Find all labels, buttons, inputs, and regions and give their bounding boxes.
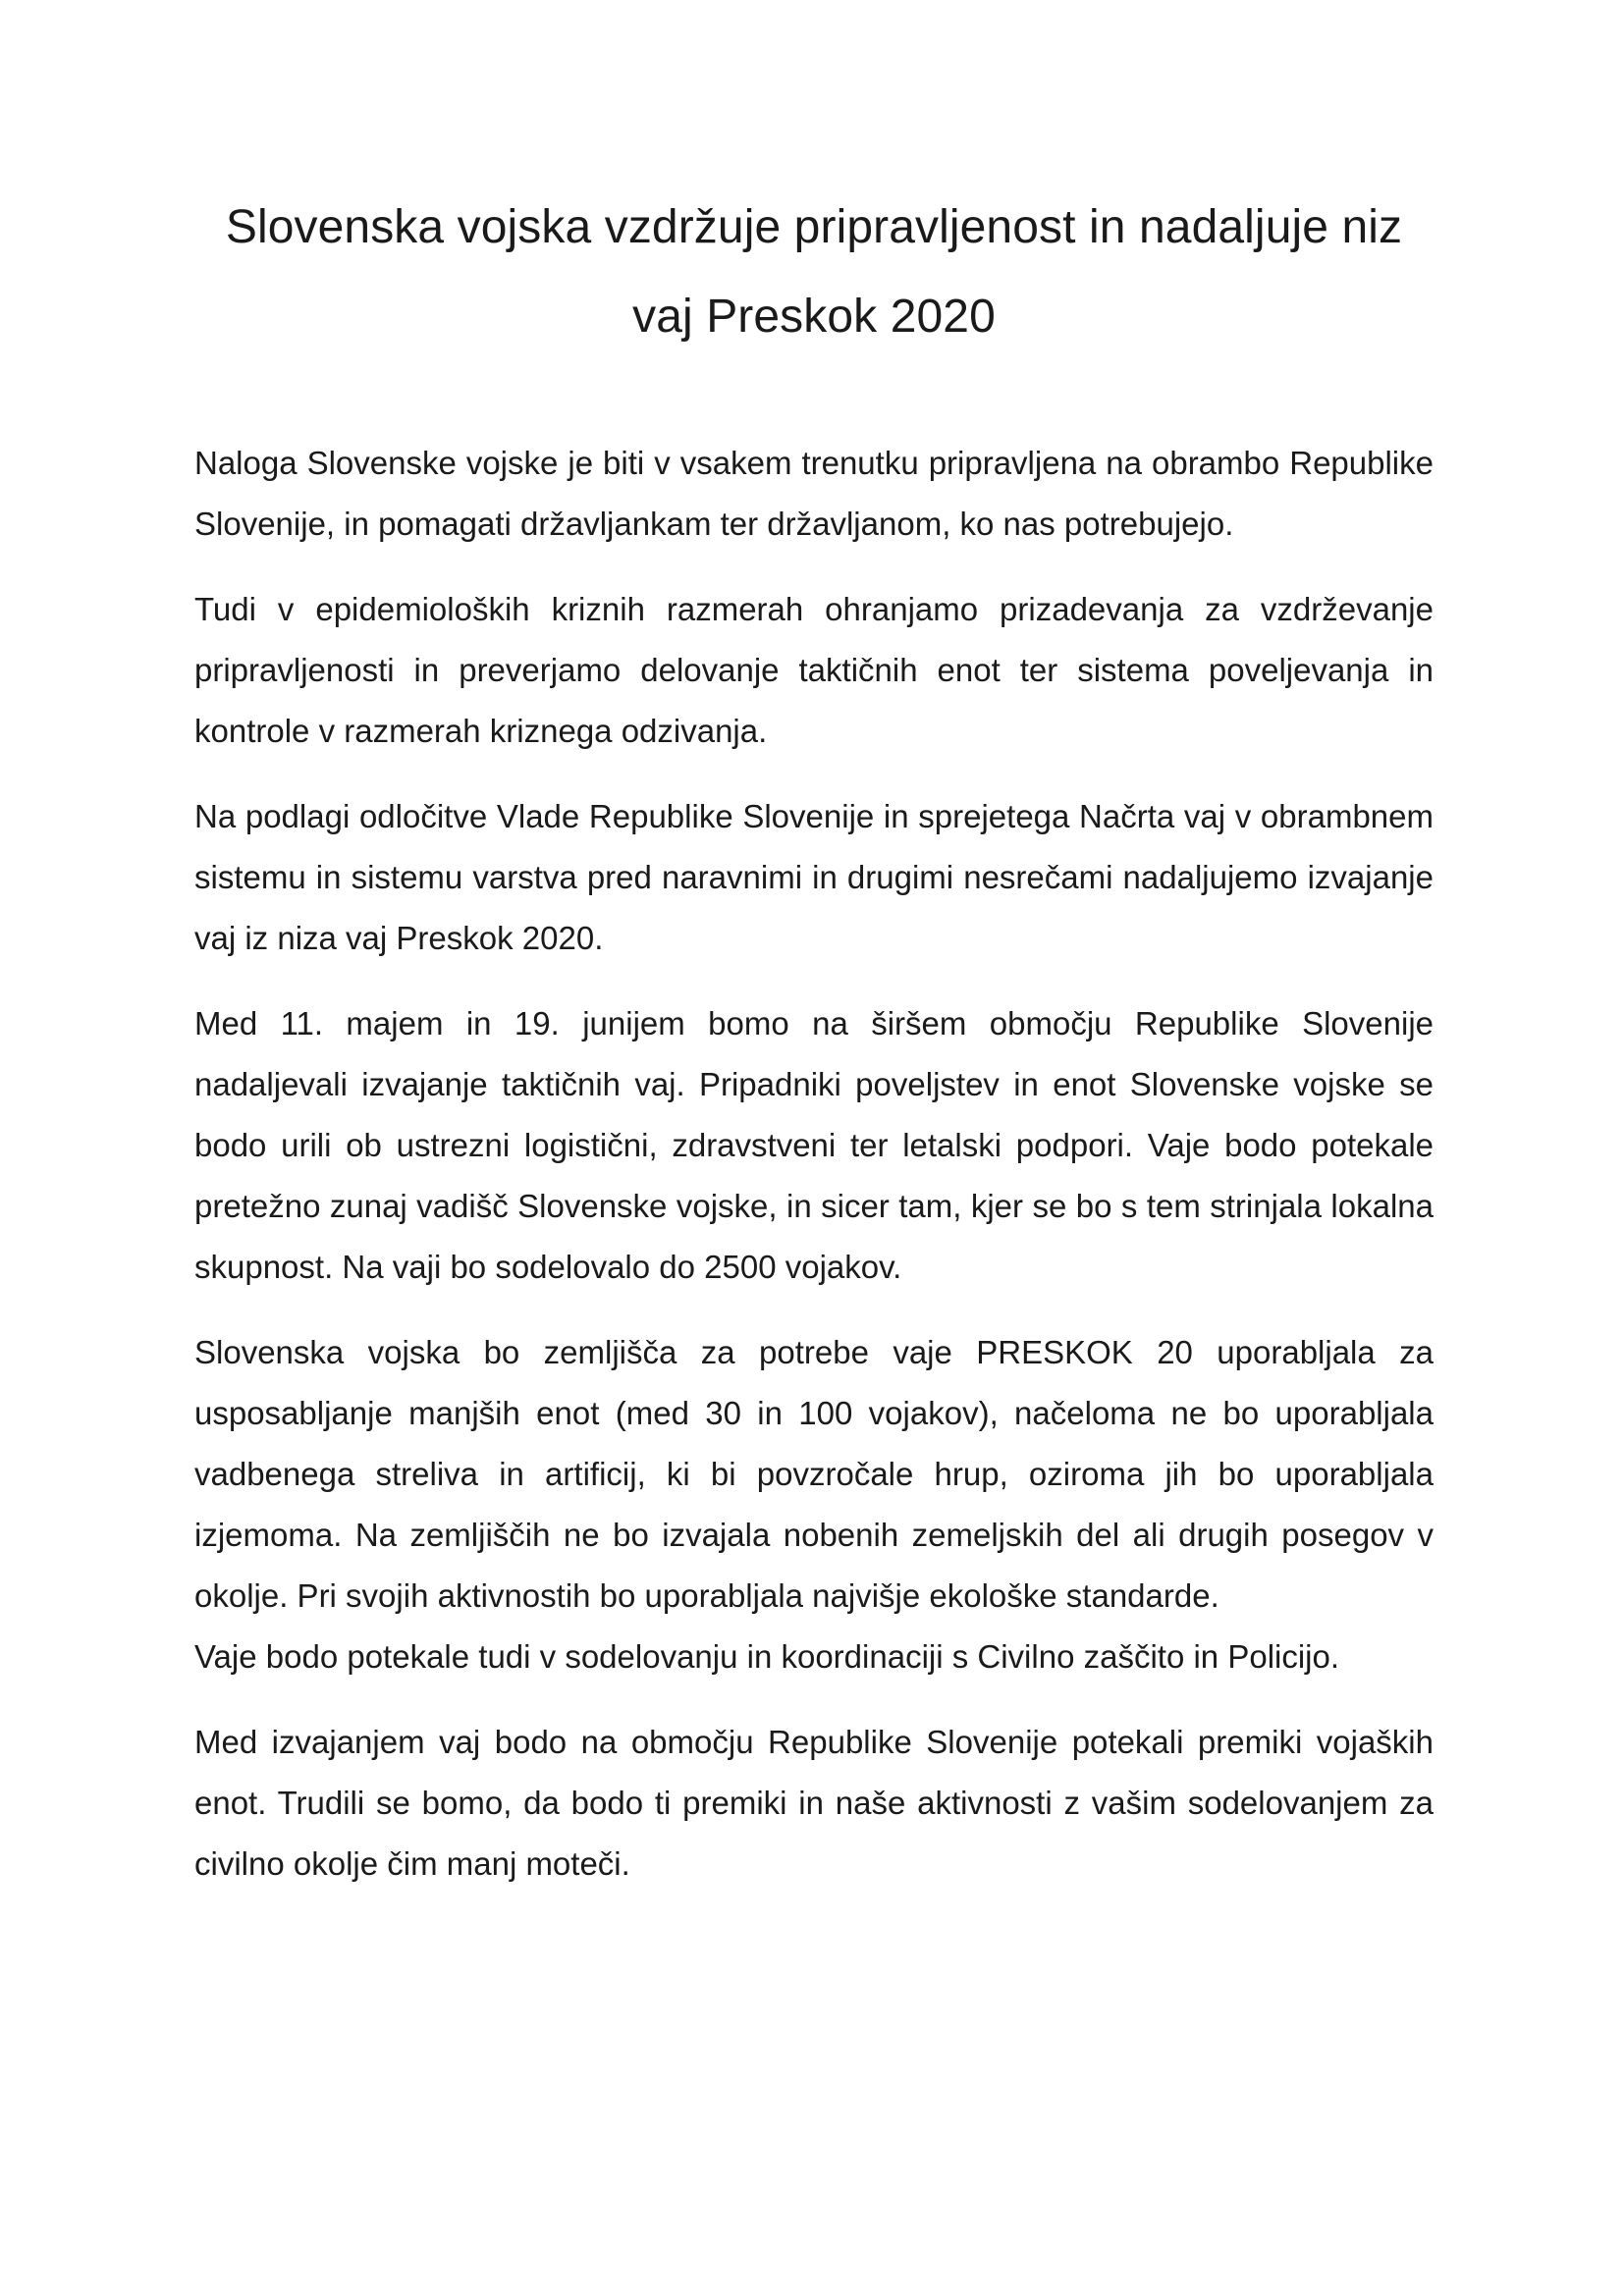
- paragraph-readiness: Tudi v epidemioloških kriznih razmerah ohranjamo prizadevanja za vzdrževanje pripravljenosti in preverjamo delovanje taktičnih enot ter sistema poveljevanja in kontrole v razmerah kriznega odzivanja.: [194, 591, 1434, 749]
- paragraph-unit-movements: Med izvajanjem vaj bodo na območju Republike Slovenije potekali premiki vojaških enot. Trudili se bomo, da bodo ti premiki in naše aktivnosti z vašim sodelovanjem za civilno okolje čim manj moteči.: [194, 1724, 1434, 1882]
- paragraph-civil-protection: Vaje bodo potekale tudi v sodelovanju in koordinaciji s Civilno zaščito in Policijo.: [194, 1638, 1340, 1675]
- paragraph-mission: Naloga Slovenske vojske je biti v vsakem trenutku pripravljena na obrambo Republike Slovenije, in pomagati državljankam ter državljanom, ko nas potrebujejo.: [194, 445, 1434, 542]
- document-body: [194, 433, 1434, 1895]
- document-title: Slovenska vojska vzdržuje pripravljenost in nadaljuje niz vaj Preskok 2020: [225, 201, 1403, 343]
- paragraph-exercise-dates: Med 11. majem in 19. junijem bomo na širšem območju Republike Slovenije nadaljevali izvajanje taktičnih vaj. Pripadniki poveljstev in enot Slovenske vojske se bodo urili ob ustrezni logistični, zdravstveni ter letalski podpori. Vaje bodo potekale pretežno zunaj vadišč Slovenske vojske, in sicer tam, kjer se bo s tem strinjala lokalna skupnost. Na vaji bo sodelovalo do 2500 vojakov.: [194, 1005, 1434, 1285]
- paragraph-land-use: Slovenska vojska bo zemljišča za potrebe vaje PRESKOK 20 uporabljala za usposabljanje manjših enot (med 30 in 100 vojakov), načeloma ne bo uporabljala vadbenega streliva in artificij, ki bi povzročale hrup, oziroma jih bo uporabljala izjemoma. Na zemljiščih ne bo izvajala nobenih zemeljskih del ali drugih posegov v okolje. Pri svojih aktivnostih bo uporabljala najvišje ekološke standarde.: [194, 1334, 1434, 1614]
- document-page: [194, 0, 1434, 1919]
- paragraph-government-decision: Na podlagi odločitve Vlade Republike Slovenije in sprejetega Načrta vaj v obrambnem sistemu in sistemu varstva pred naravnimi in drugimi nesrečami nadaljujemo izvajanje vaj iz niza vaj Preskok 2020.: [194, 798, 1434, 956]
